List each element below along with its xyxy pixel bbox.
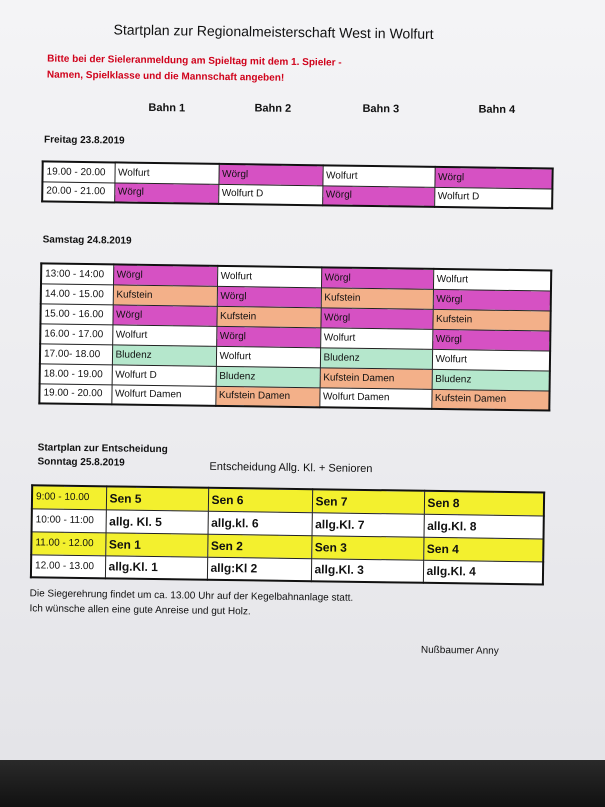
saturday-time-slot: 13:00 - 14:00: [41, 263, 113, 284]
saturday-lane-3-cell: Kufstein: [321, 287, 433, 309]
saturday-lane-1-cell: Wörgl: [112, 304, 216, 325]
saturday-lane-4-cell: Wolfurt: [432, 349, 550, 371]
saturday-lane-4-cell: Wörgl: [433, 289, 551, 311]
decision-lane-4-cell: allg.Kl. 4: [423, 560, 543, 585]
decision-schedule-table: [30, 484, 545, 585]
friday-time-slot: 20.00 - 21.00: [42, 181, 114, 202]
saturday-lane-1-cell: Wolfurt D: [112, 364, 216, 385]
decision-lane-3-cell: Sen 3: [311, 535, 423, 560]
saturday-time-slot: 16.00 - 17.00: [40, 323, 112, 344]
decision-lane-2-cell: allg.kl. 6: [208, 511, 312, 535]
saturday-lane-1-cell: Wolfurt Damen: [111, 384, 215, 405]
saturday-lane-4-cell: Wolfurt: [433, 269, 551, 291]
saturday-lane-2-cell: Wörgl: [217, 286, 321, 307]
saturday-lane-1-cell: Kufstein: [113, 284, 217, 305]
friday-lane-1-cell: Wolfurt: [114, 162, 218, 183]
saturday-lane-3-cell: Wolfurt Damen: [319, 387, 431, 409]
decision-date: Sonntag 25.8.2019: [37, 456, 125, 469]
decision-lane-4-cell: Sen 8: [424, 491, 544, 516]
decision-lane-3-cell: allg.Kl. 3: [311, 558, 423, 583]
saturday-lane-3-cell: Kufstein Damen: [320, 367, 432, 389]
decision-lane-4-cell: Sen 4: [423, 537, 543, 562]
greeting-note: Ich wünsche allen eine gute Anreise und gut Holz.: [29, 603, 251, 618]
saturday-time-slot: 18.00 - 19.00: [40, 363, 112, 384]
saturday-lane-2-cell: Kufstein: [216, 306, 320, 327]
lane-header-2: Bahn 2: [254, 102, 292, 115]
monitor-bezel: [0, 760, 605, 807]
decision-lane-1-cell: Sen 1: [105, 532, 207, 556]
saturday-lane-4-cell: Kufstein: [432, 309, 550, 331]
saturday-lane-1-cell: Wörgl: [113, 264, 217, 285]
saturday-time-slot: 14.00 - 15.00: [41, 283, 113, 304]
friday-heading: Freitag 23.8.2019: [43, 134, 125, 147]
friday-lane-4-cell: Wolfurt D: [434, 187, 552, 209]
saturday-lane-4-cell: Bludenz: [432, 369, 550, 391]
decision-lane-3-cell: allg.Kl. 7: [312, 512, 424, 537]
saturday-lane-4-cell: Wörgl: [432, 329, 550, 351]
friday-lane-4-cell: Wörgl: [434, 167, 552, 189]
saturday-lane-1-cell: Bludenz: [112, 344, 216, 365]
friday-lane-3-cell: Wörgl: [322, 185, 434, 207]
friday-lane-2-cell: Wörgl: [218, 164, 322, 185]
lane-header-1: Bahn 1: [148, 101, 186, 115]
decision-lane-2-cell: Sen 2: [207, 534, 311, 558]
document-title: Startplan zur Regionalmeisterschaft West in Wolfurt: [113, 21, 434, 42]
saturday-lane-2-cell: Wolfurt: [216, 346, 320, 367]
decision-time-slot: 12.00 - 13.00: [31, 554, 105, 578]
signature: Nußbaumer Anny: [420, 644, 499, 657]
saturday-lane-3-cell: Wörgl: [320, 307, 432, 329]
saturday-time-slot: 17.00- 18.00: [40, 343, 112, 364]
registration-note-line-2: Namen, Spielklasse und die Mannschaft angeben!: [46, 69, 285, 84]
lane-header-4: Bahn 4: [478, 103, 516, 117]
friday-schedule-table: [41, 160, 554, 209]
decision-lane-4-cell: allg.Kl. 8: [424, 514, 544, 539]
decision-time-slot: 9:00 - 10.00: [32, 485, 106, 509]
friday-lane-1-cell: Wörgl: [114, 182, 218, 203]
saturday-schedule-table: [38, 262, 552, 411]
decision-lane-1-cell: allg. Kl. 5: [106, 509, 208, 533]
friday-lane-2-cell: Wolfurt D: [218, 184, 322, 205]
saturday-time-slot: 15.00 - 16.00: [40, 303, 112, 324]
friday-time-slot: 19.00 - 20.00: [42, 161, 114, 182]
registration-note-line-1: Bitte bei der Sieleranmeldung am Spieltag mit dem 1. Spieler -: [47, 53, 342, 69]
decision-lane-2-cell: allg:Kl 2: [207, 557, 311, 581]
award-ceremony-note: Die Siegerehrung findet um ca. 13.00 Uhr auf der Kegelbahnanlage statt.: [29, 588, 354, 604]
saturday-lane-2-cell: Wörgl: [216, 326, 320, 347]
saturday-lane-4-cell: Kufstein Damen: [431, 389, 549, 411]
lane-header-3: Bahn 3: [362, 102, 400, 116]
decision-lane-1-cell: allg.Kl. 1: [105, 555, 207, 579]
friday-lane-3-cell: Wolfurt: [322, 165, 434, 187]
decision-heading: Startplan zur Entscheidung: [37, 442, 168, 456]
saturday-lane-3-cell: Wolfurt: [320, 327, 432, 349]
decision-time-slot: 11.00 - 12.00: [31, 531, 105, 555]
saturday-lane-2-cell: Wolfurt: [217, 266, 321, 287]
saturday-lane-2-cell: Kufstein Damen: [215, 386, 319, 407]
decision-lane-1-cell: Sen 5: [106, 486, 208, 510]
decision-lane-3-cell: Sen 7: [312, 489, 424, 514]
decision-lane-2-cell: Sen 6: [208, 488, 312, 512]
decision-time-slot: 10:00 - 11:00: [32, 508, 106, 532]
saturday-lane-3-cell: Wörgl: [321, 267, 433, 289]
saturday-lane-1-cell: Wolfurt: [112, 324, 216, 345]
saturday-lane-3-cell: Bludenz: [320, 347, 432, 369]
saturday-lane-2-cell: Bludenz: [216, 366, 320, 387]
saturday-heading: Samstag 24.8.2019: [42, 234, 132, 247]
decision-subtitle: Entscheidung Allg. Kl. + Senioren: [209, 460, 373, 476]
saturday-time-slot: 19.00 - 20.00: [39, 383, 111, 404]
